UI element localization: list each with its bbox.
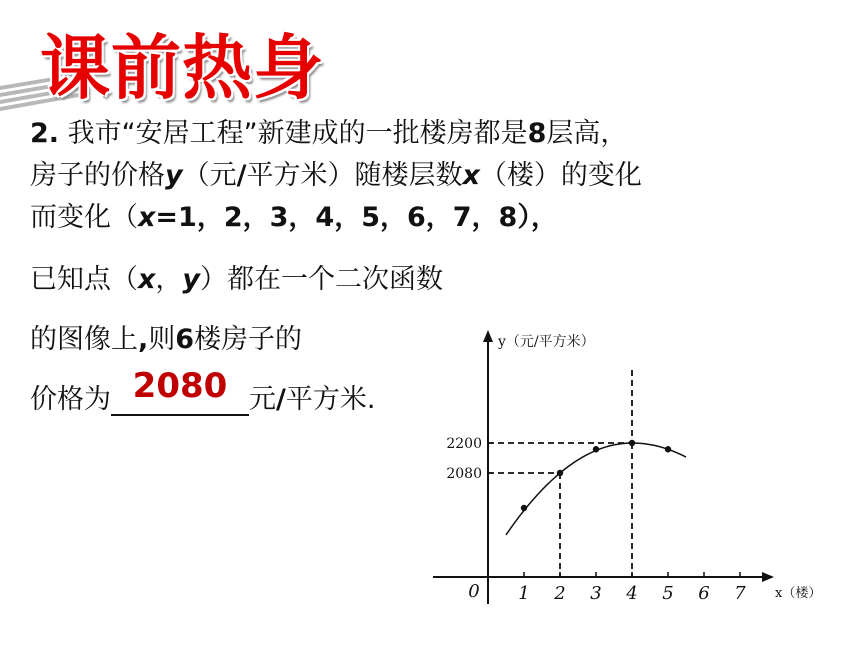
- x-tick-label: 4: [626, 583, 638, 604]
- y-axis-label: y（元/平方米）: [498, 334, 595, 350]
- x-axis-arrow: [762, 572, 774, 582]
- x-tick-label: 3: [590, 583, 602, 604]
- problem-text-6a: 价格为: [30, 384, 111, 415]
- slash: /: [276, 384, 286, 415]
- problem-text-1b: 层高，: [546, 118, 628, 149]
- problem-line-6: [30, 366, 376, 416]
- floor-number: 6: [175, 324, 195, 355]
- data-point: [557, 470, 563, 476]
- problem-text-3a: 而变化（: [30, 202, 138, 233]
- quadratic-graph: [425, 322, 830, 614]
- problem-text-2d: （楼）的变化: [479, 160, 642, 191]
- problem-line-5: [30, 324, 302, 356]
- quadratic-curve: [506, 443, 686, 535]
- problem-text-1a: 我市“安居工程”新建成的一批楼房都是: [67, 118, 528, 149]
- var-x: x: [462, 160, 480, 191]
- problem-line-2: [30, 160, 642, 192]
- problem-text-4a: 已知点（: [30, 264, 138, 295]
- data-point: [521, 505, 527, 511]
- problem-line-3: [30, 202, 558, 234]
- problem-text-2b: （元: [182, 160, 237, 191]
- y-tick-label: 2200: [446, 436, 482, 452]
- data-point: [665, 446, 671, 452]
- var-y: y: [165, 160, 183, 191]
- var-x: x: [138, 264, 156, 295]
- answer-blank: [111, 366, 249, 416]
- x-tick-label: 2: [554, 583, 566, 604]
- comma: ，: [155, 264, 183, 295]
- problem-text-2c: 平方米）随楼层数: [246, 160, 463, 191]
- x-tick-label: 1: [518, 583, 530, 604]
- answer-value: 2080: [132, 366, 228, 406]
- origin-label: 0: [468, 581, 480, 602]
- data-point: [593, 446, 599, 452]
- problem-text-6c: 平方米.: [285, 384, 376, 415]
- x-tick-label: 5: [662, 583, 674, 604]
- problem-text-5a: 的图像上: [30, 324, 138, 355]
- x-tick-label: 7: [734, 583, 746, 604]
- x-axis-label: x（楼）: [775, 586, 822, 601]
- var-y: y: [182, 264, 201, 295]
- problem-text-5c: 则: [148, 324, 176, 355]
- x-tick-label: 6: [698, 583, 710, 604]
- graph-svg: [425, 322, 830, 614]
- problem-number: 2.: [30, 118, 60, 149]
- section-heading: [40, 18, 324, 109]
- slash: /: [236, 160, 247, 191]
- problem-floor-count: 8: [527, 118, 547, 149]
- problem-text-5d: 楼房子的: [194, 324, 303, 355]
- problem-text-4b: ）都在一个二次函数: [200, 264, 444, 295]
- y-axis-arrow: [483, 330, 493, 342]
- x-values: =1，2，3，4，5，6，7，8），: [155, 202, 558, 233]
- problem-line-4: [30, 264, 443, 296]
- var-x: x: [138, 202, 156, 233]
- problem-line-1: [30, 118, 627, 150]
- problem-text-2a: 房子的价格: [30, 160, 165, 191]
- heading-title: 课前热身: [40, 26, 324, 109]
- data-point: [629, 440, 635, 446]
- y-tick-label: 2080: [446, 466, 482, 482]
- problem-text-6b: 元: [249, 384, 276, 415]
- comma: ,: [138, 324, 149, 355]
